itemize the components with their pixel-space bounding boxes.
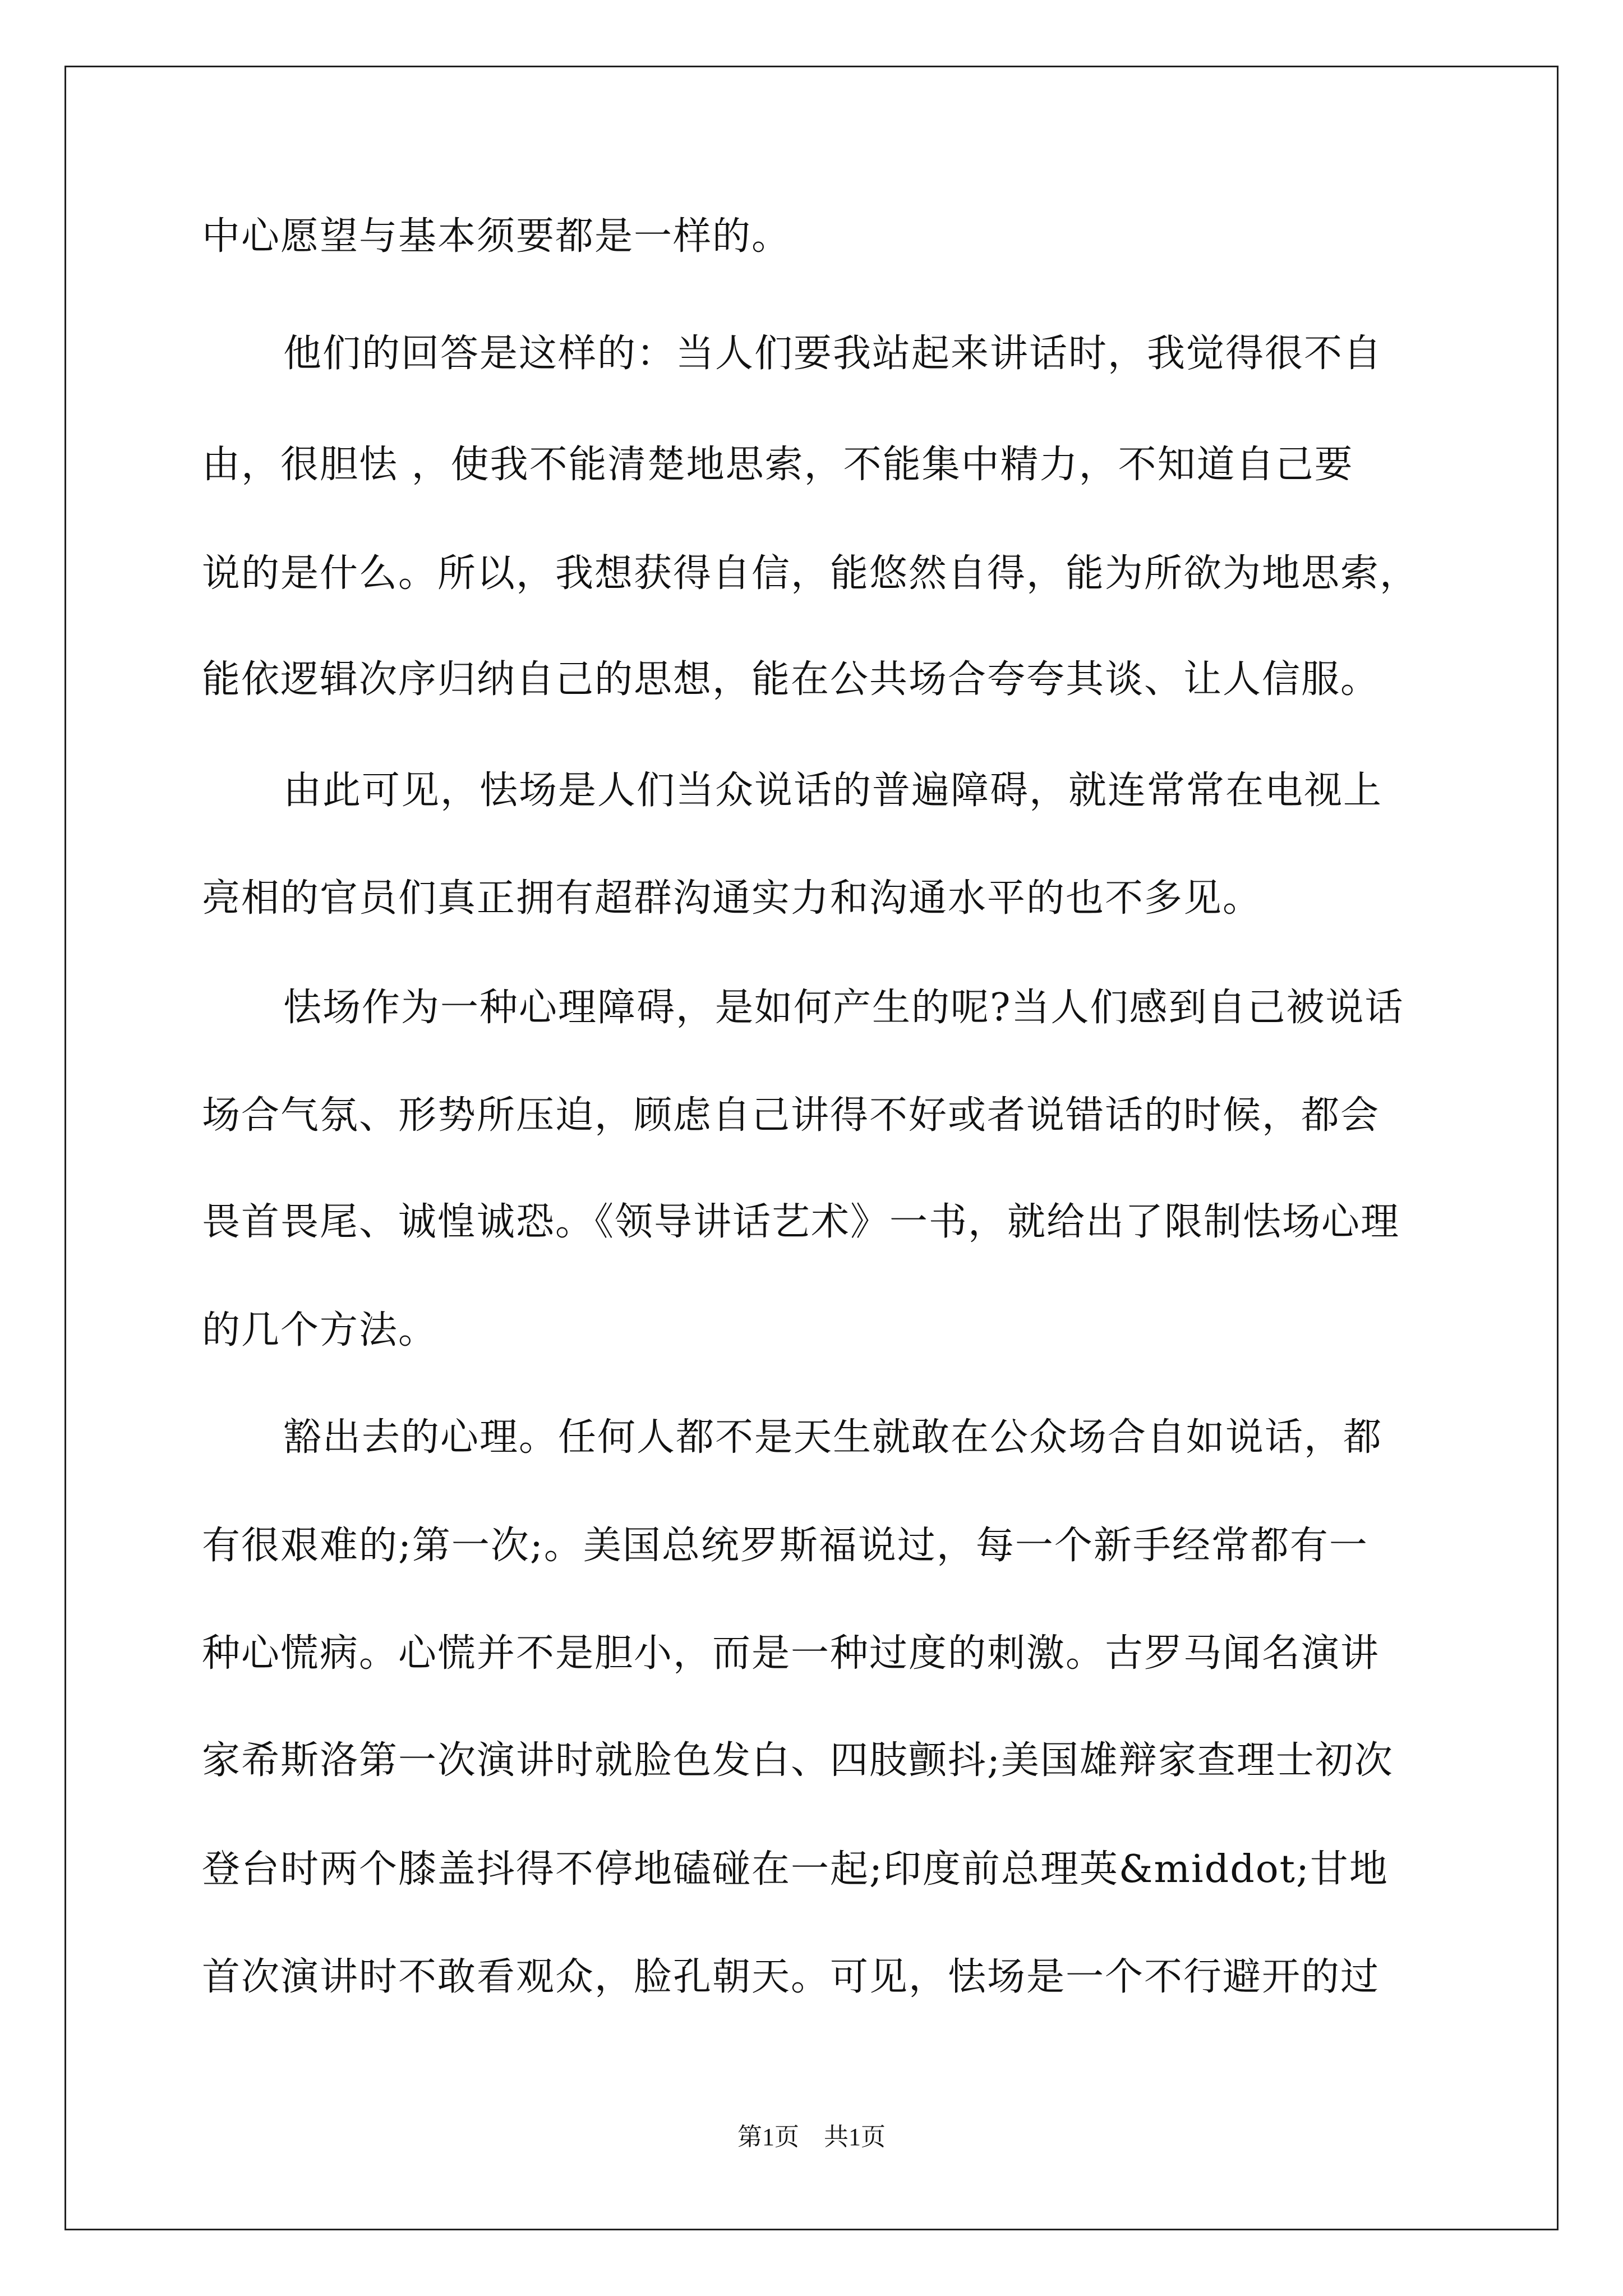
text-line: 由此可见，怯场是人们当众说话的普遍障碍，就连常常在电视上 <box>283 769 1383 813</box>
text-line: 中心愿望与基本须要都是一样的。 <box>202 214 791 259</box>
text-line: 亮相的官员们真正拥有超群沟通实力和沟通水平的也不多见。 <box>202 876 1262 921</box>
text-line: 他们的回答是这样的：当人们要我站起来讲话时，我觉得很不自 <box>283 332 1383 376</box>
text-line: 说的是什么。所以，我想获得自信，能悠然自得，能为所欲为地思索， <box>202 551 1419 596</box>
text-line: 怯场作为一种心理障碍，是如何产生的呢?当人们感到自己被说话 <box>283 986 1404 1030</box>
text-line: 家希斯洛第一次演讲时就脸色发白、四肢颤抖;美国雄辩家查理士初次 <box>202 1738 1394 1783</box>
text-line: 的几个方法。 <box>202 1308 438 1352</box>
text-line: 有很艰难的;第一次;。美国总统罗斯福说过，每一个新手经常都有一 <box>202 1524 1368 1568</box>
text-line: 畏首畏尾、诚惶诚恐。《领导讲话艺术》一书，就给出了限制怯场心理 <box>202 1200 1400 1244</box>
page-number-footer: 第1页 共1页 <box>737 2123 886 2151</box>
text-line: 由，很胆怯 ，使我不能清楚地思索，不能集中精力，不知道自己要 <box>202 443 1354 487</box>
text-line: 种心慌病。心慌并不是胆小，而是一种过度的刺激。古罗马闻名演讲 <box>202 1631 1380 1676</box>
text-line: 首次演讲时不敢看观众，脸孔朝天。可见，怯场是一个不行避开的过 <box>202 1955 1380 1999</box>
text-line: 豁出去的心理。任何人都不是天生就敢在公众场合自如说话，都 <box>283 1415 1383 1460</box>
text-line: 登台时两个膝盖抖得不停地磕碰在一起;印度前总理英&middot;甘地 <box>202 1847 1389 1892</box>
text-line: 场合气氛、形势所压迫，顾虑自己讲得不好或者说错话的时候，都会 <box>202 1093 1380 1138</box>
page-border <box>64 66 1559 2230</box>
text-line: 能依逻辑次序归纳自己的思想，能在公共场合夸夸其谈、让人信服。 <box>202 657 1380 702</box>
